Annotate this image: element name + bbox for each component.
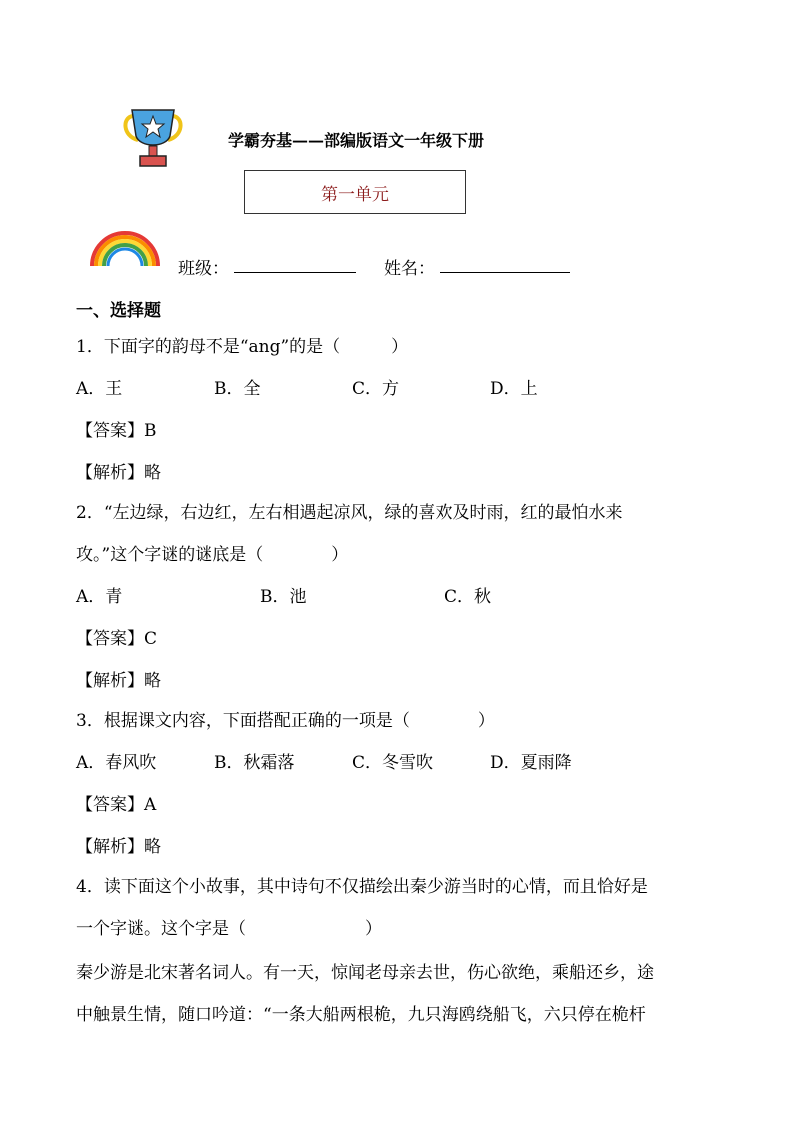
question-2-option-b: B．池 <box>260 587 307 607</box>
section-title: 一、选择题 <box>76 301 161 321</box>
question-2-stem-line-2: 攻。”这个字谜的谜底是（ ） <box>76 545 349 565</box>
question-2-stem-line-1: 2．“左边绿，右边红，左右相遇起凉风，绿的喜欢及时雨，红的最怕水来 <box>76 503 623 523</box>
question-3-option-d: D．夏雨降 <box>490 753 572 773</box>
question-3-option-b: B．秋霜落 <box>214 753 295 773</box>
question-3-answer: 【答案】A <box>76 795 157 815</box>
question-2-answer: 【答案】C <box>76 629 158 649</box>
document-title: 学霸夯基——部编版语文一年级下册 <box>228 131 485 150</box>
unit-title: 第一单元 <box>321 184 389 205</box>
question-1-option-b: B．全 <box>214 379 261 399</box>
question-1-option-d: D．上 <box>490 379 538 399</box>
question-4-story-line-1: 秦少游是北宋著名词人。有一天，惊闻老母亲去世，伤心欲绝，乘船还乡，途 <box>76 963 654 983</box>
class-label: 班级： <box>178 259 229 279</box>
question-3-option-a: A．春风吹 <box>76 753 157 773</box>
class-blank[interactable] <box>234 272 356 273</box>
question-4-story-line-2: 中触景生情，随口吟道：“一条大船两根桅，九只海鸥绕船飞，六只停在桅杆 <box>76 1005 646 1025</box>
trophy-icon <box>118 102 188 172</box>
question-3-option-c: C．冬雪吹 <box>352 753 434 773</box>
question-3-stem: 3．根据课文内容，下面搭配正确的一项是（ ） <box>76 711 495 731</box>
question-2-option-c: C．秋 <box>444 587 492 607</box>
name-blank[interactable] <box>440 272 570 273</box>
question-2-analysis: 【解析】略 <box>76 671 161 691</box>
rainbow-icon <box>88 228 162 268</box>
question-1-stem: 1．下面字的韵母不是“ang”的是（ ） <box>76 337 409 357</box>
question-2-option-a: A．青 <box>76 587 123 607</box>
question-1-answer: 【答案】B <box>76 421 157 441</box>
unit-box <box>244 170 466 214</box>
question-4-stem-line-2: 一个字谜。这个字是（ ） <box>76 919 382 939</box>
question-1-option-c: C．方 <box>352 379 400 399</box>
name-label: 姓名： <box>384 259 435 279</box>
question-1-option-a: A．王 <box>76 379 123 399</box>
question-4-stem-line-1: 4．读下面这个小故事，其中诗句不仅描绘出秦少游当时的心情，而且恰好是 <box>76 877 648 897</box>
question-3-analysis: 【解析】略 <box>76 837 161 857</box>
question-1-analysis: 【解析】略 <box>76 463 161 483</box>
